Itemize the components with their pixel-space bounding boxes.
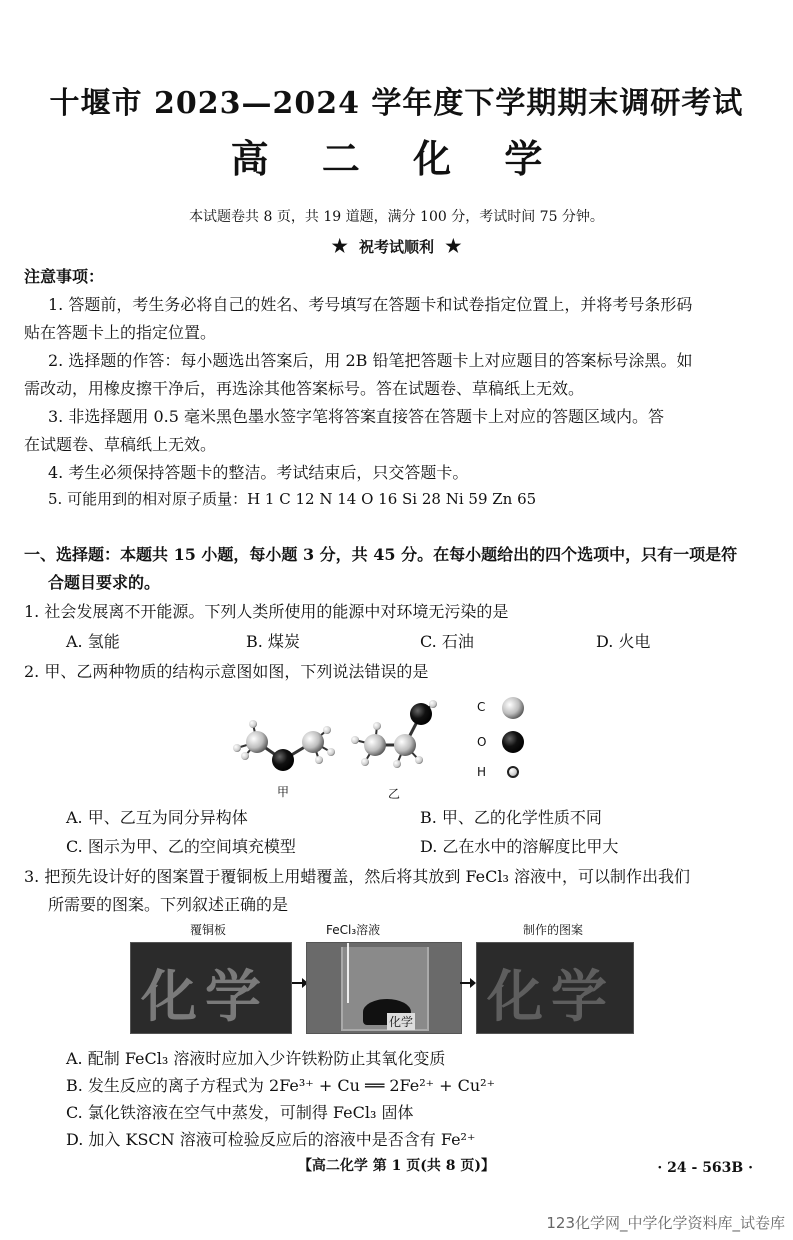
hydrogen-atom-icon <box>508 767 518 777</box>
notice-line: 1. 答题前，考生务必将自己的姓名、考号填写在答题卡和试卷指定位置上，并将考号条形码 <box>48 295 693 314</box>
q3-option-d: D. 加入 KSCN 溶液可检验反应后的溶液中是否含有 Fe²⁺ <box>66 1130 476 1149</box>
wish-text: 祝考试顺利 <box>358 238 434 256</box>
notice-line: 3. 非选择题用 0.5 毫米黑色墨水签字笔将答案直接答在答题卡上对应的答题区域内。答 <box>48 407 664 426</box>
q3-option-a: A. 配制 FeCl₃ 溶液时应加入少许铁粉防止其氧化变质 <box>66 1049 446 1068</box>
q1-option-c: C. 石油 <box>420 632 474 651</box>
pointer-line <box>347 943 349 1003</box>
wish-line <box>0 236 793 257</box>
photo-copper-plate <box>130 942 292 1034</box>
exam-title: 十堰市 2023—2024 学年度下学期期末调研考试 <box>49 86 744 121</box>
exam-code: · 24 - 563B · <box>657 1160 753 1176</box>
label-jia: 甲 <box>277 785 290 799</box>
notice-line: 5. 可能用到的相对原子质量：H 1 C 12 N 14 O 16 Si 28 Ni 59 Zn 65 <box>48 490 537 508</box>
q2-option-a: A. 甲、乙互为同分异构体 <box>66 808 248 827</box>
molecule-jia <box>233 720 335 771</box>
label-yi: 乙 <box>388 787 401 801</box>
legend-h: H <box>477 765 487 779</box>
q1-stem: 1. 社会发展离不开能源。下列人类所使用的能源中对环境无污染的是 <box>24 602 509 621</box>
q3-option-b: B. 发生反应的离子方程式为 2Fe³⁺ + Cu ══ 2Fe²⁺ + Cu²⁺ <box>66 1076 496 1095</box>
carbon-atom-icon <box>502 697 524 719</box>
notice-line: 贴在答题卡上的指定位置。 <box>24 323 217 342</box>
notice-line: 在试题卷、草稿纸上无效。 <box>24 435 217 454</box>
exam-info: 本试题卷共 8 页，共 19 道题，满分 100 分，考试时间 75 分钟。 <box>189 209 604 225</box>
photo-fecl3-beaker <box>306 942 462 1034</box>
notice-line: 需改动，用橡皮擦干净后，再选涂其他答案标号。答在试题卷、草稿纸上无效。 <box>24 379 585 398</box>
oxygen-atom-icon <box>502 731 524 753</box>
molecule-figure <box>215 690 545 800</box>
caption-result: 制作的图案 <box>523 923 584 937</box>
q2-option-c: C. 图示为甲、乙的空间填充模型 <box>66 837 296 856</box>
q1-option-d: D. 火电 <box>596 632 651 651</box>
q2-option-b: B. 甲、乙的化学性质不同 <box>420 808 602 827</box>
legend-o: O <box>477 735 487 749</box>
page-footer: 【高二化学 第 1 页(共 8 页)】 <box>297 1158 496 1174</box>
arrow-right-icon <box>460 976 476 990</box>
molecule-yi <box>351 700 437 768</box>
notice-title: 注意事项： <box>24 267 105 286</box>
star-icon: ★ <box>331 236 348 257</box>
section-title-cont: 合题目要求的。 <box>48 573 161 592</box>
q3-option-c: C. 氯化铁溶液在空气中蒸发，可制得 FeCl₃ 固体 <box>66 1103 414 1122</box>
q3-stem-cont: 所需要的图案。下列叙述正确的是 <box>48 895 289 914</box>
q2-option-d: D. 乙在水中的溶解度比甲大 <box>420 837 619 856</box>
atom-legend <box>502 697 524 777</box>
photo-result-pattern <box>476 942 634 1034</box>
notice-line: 2. 选择题的作答：每小题选出答案后，用 2B 铅笔把答题卡上对应题目的答案标号涂黑。如 <box>48 351 693 370</box>
star-icon: ★ <box>445 236 462 257</box>
q3-stem: 3. 把预先设计好的图案置于覆铜板上用蜡覆盖，然后将其放到 FeCl₃ 溶液中，可以制作出我们 <box>24 867 690 886</box>
photo-text: 化学 <box>487 964 615 1030</box>
q1-option-a: A. 氢能 <box>66 632 120 651</box>
caption-copper-plate: 覆铜板 <box>190 923 227 937</box>
subject-title: 高 二 化 学 <box>230 136 563 181</box>
section-title: 一、选择题：本题共 15 小题，每小题 3 分，共 45 分。在每小题给出的四个选项中，只有一项是符 <box>24 545 738 564</box>
q2-stem: 2. 甲、乙两种物质的结构示意图如图，下列说法错误的是 <box>24 662 429 681</box>
caption-fecl3: FeCl₃溶液 <box>326 923 381 937</box>
photo-text: 化学 <box>141 964 269 1030</box>
site-watermark: 123化学网_中学化学资料库_试卷库 <box>546 1214 785 1232</box>
legend-c: C <box>477 700 486 714</box>
q1-option-b: B. 煤炭 <box>246 632 300 651</box>
notice-line: 4. 考生必须保持答题卡的整洁。考试结束后，只交答题卡。 <box>48 463 469 482</box>
plate-label: 化学 <box>389 1015 414 1029</box>
